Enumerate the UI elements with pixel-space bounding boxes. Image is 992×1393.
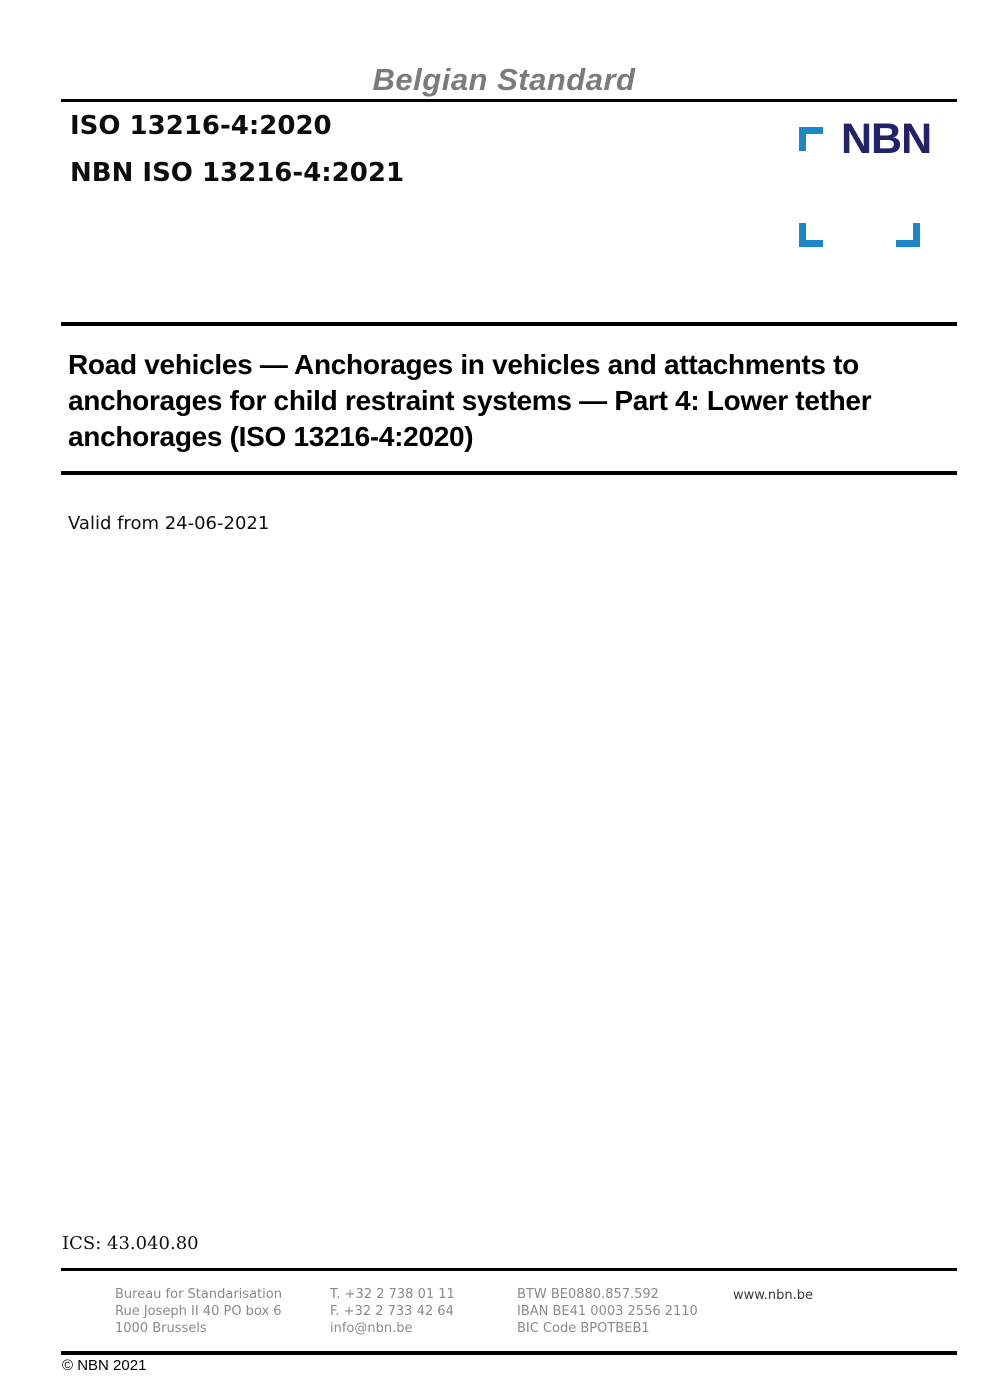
footer-address-line-1: Bureau for Standarisation [115, 1287, 282, 1302]
footer-iban: IBAN BE41 0003 2556 2110 [517, 1304, 698, 1319]
standard-title: Road vehicles — Anchorages in vehicles and attachments to anchorages for child restraint systems — Part 4: Lower tether anchorages (ISO 13216-4:2020) [68, 349, 872, 452]
footer-website: www.nbn.be [733, 1288, 813, 1303]
footer-bottom-rule [61, 1351, 957, 1355]
footer-banking [517, 1286, 698, 1337]
nbn-logo [799, 115, 932, 247]
copyright-text: © NBN 2021 [62, 1357, 147, 1374]
bracket-bottom-right-icon [896, 223, 920, 247]
bracket-top-left-icon [799, 127, 823, 151]
header-rule [61, 99, 957, 102]
footer-email: info@nbn.be [330, 1321, 413, 1336]
footer-phone: T. +32 2 738 01 11 [330, 1287, 455, 1302]
nbn-logo-text: NBN [841, 115, 932, 163]
page-title: Belgian Standard [372, 62, 636, 97]
title-top-rule [61, 322, 957, 326]
footer-top-rule [61, 1268, 957, 1271]
nbn-document-number: NBN ISO 13216-4:2021 [70, 158, 405, 188]
bracket-bottom-left-icon [799, 223, 823, 247]
footer-address-line-3: 1000 Brussels [115, 1321, 207, 1336]
ics-code: ICS: 43.040.80 [62, 1233, 199, 1254]
footer-fax: F. +32 2 733 42 64 [330, 1304, 454, 1319]
footer-contact [330, 1286, 455, 1337]
title-bottom-rule [61, 471, 957, 475]
footer-btw: BTW BE0880.857.592 [517, 1287, 659, 1302]
valid-from-text: Valid from 24-06-2021 [68, 513, 270, 534]
footer-bic: BIC Code BPOTBEB1 [517, 1321, 650, 1336]
iso-document-number: ISO 13216-4:2020 [70, 111, 332, 141]
footer-address-line-2: Rue Joseph II 40 PO box 6 [115, 1304, 282, 1319]
footer-address [115, 1286, 282, 1337]
